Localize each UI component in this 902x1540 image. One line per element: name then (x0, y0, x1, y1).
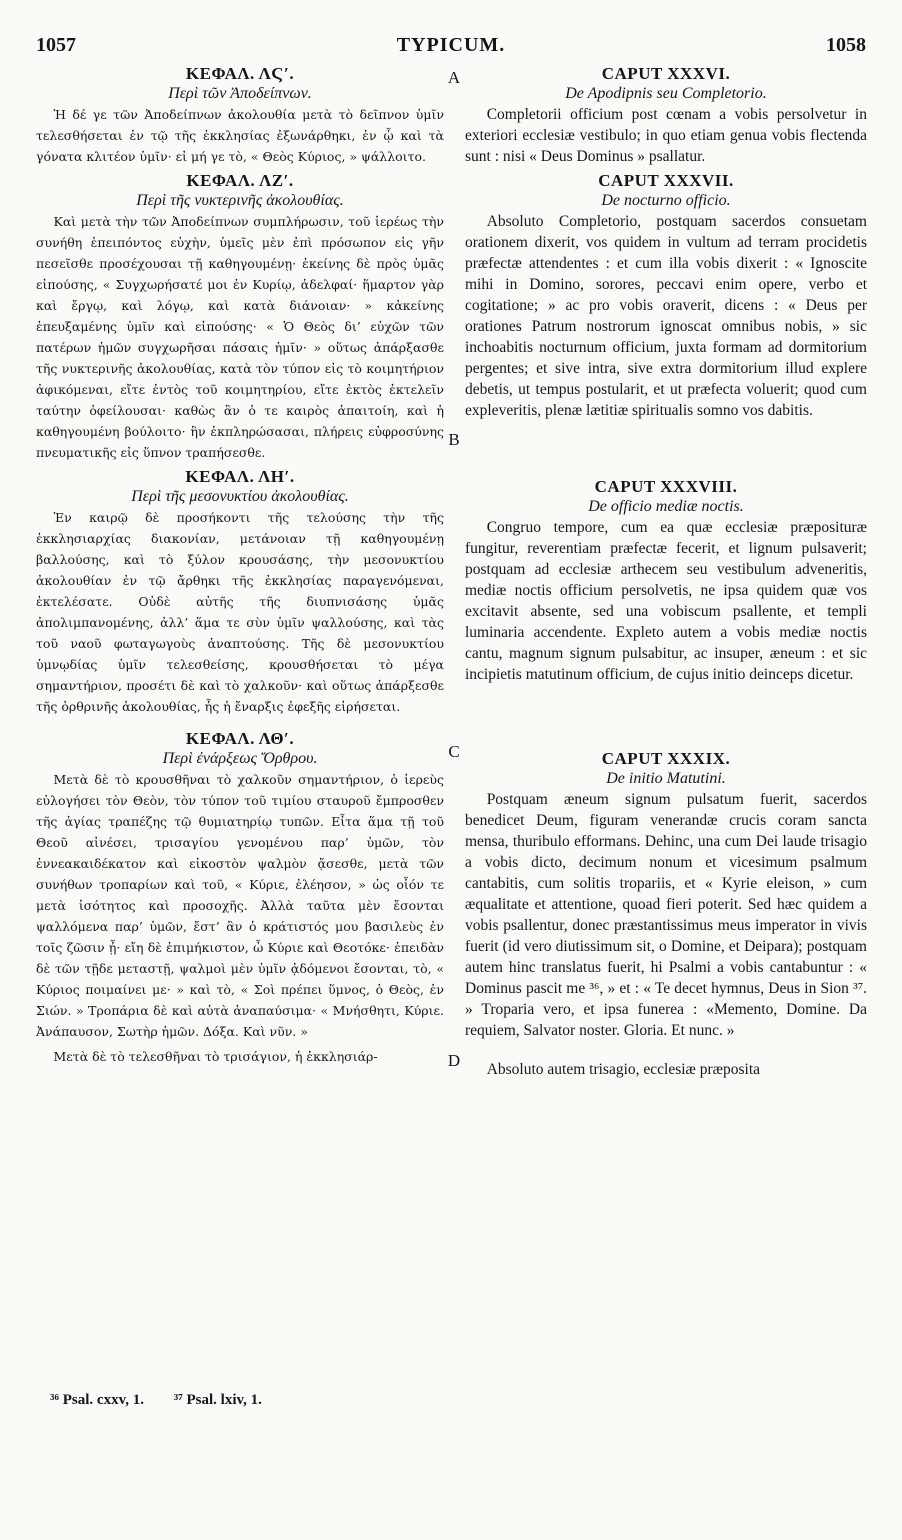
column-marker-d: D (447, 1051, 461, 1070)
latin-column (465, 64, 867, 1084)
running-title: TYPICUM. (396, 34, 506, 56)
caput-subtitle: De initio Matutini. (606, 770, 726, 787)
column-marker-a: A (447, 68, 461, 87)
running-header (36, 34, 866, 64)
caput-subtitle: De Apodipnis seu Completorio. (565, 85, 767, 102)
caput-subtitle: De officio mediæ noctis. (588, 498, 744, 515)
chapter-subtitle: Περὶ τῆς νυκτερινῆς ἀκολουθίας. (136, 192, 344, 209)
chapter-text-continued: Μετὰ δὲ τὸ τελεσθῆναι τὸ τρισάγιον, ἡ ἐκκλησιάρ- (53, 1049, 378, 1064)
caput-text: Postquam æneum signum pulsatum fuerit, sacerdos benedicet Deum, figuram venerandæ crucis coram sancta mensa, thuribulo efformans. Dehinc, una cum Dei laude trisagio a vobis dicto, decimum nonum et vicesimum psalmum cantabitis, cum solitis tropariis, et « Kyrie eleison, » cum æqualitate et attentione, quoad fieri poterit. Sed hæc quidem a vobis psallentur, donec præstantissimus meus imperator in vivis fuerit (id vero diutissimum sit, o Domine, et Deipara); postquam autem hinc translatus fuerit, hi Psalmi a vobis cantabuntur : « Dominus pascit me ³⁶, » et : « Te decet hymnus, Deus in Sion ³⁷. » Troparia vero, et ipsa funerea : «Memento, Domine. Da requiem, Salvator noster. Gloria. Et nunc. » (465, 791, 867, 1039)
chapter-subtitle: Περὶ τῆς μεσονυκτίου ἀκολουθίας. (131, 488, 349, 505)
chapter-heading: ΚΕΦΑΛ. ΛΘʹ. (185, 729, 295, 748)
footnote-36: ³⁶ Psal. cxxv, 1. (50, 1392, 144, 1408)
chapter-text: Ἡ δέ γε τῶν Ἀποδείπνων ἀκολουθία μετὰ τὸ δεῖπνον ὑμῖν τελεσθήσεται ἐν τῷ τῆς ἐκκλησίας ἐξωνάρθηκι, ἐν ᾧ καὶ τὰ γόνατα κλιτέον ὑμῖν· εἰ μή γε τὸ, « Θεὸς Κύριος, » ψάλλοιτο. (36, 107, 444, 164)
chapter-heading: ΚΕΦΑΛ. ΛΗʹ. (185, 467, 295, 486)
chapter-heading: ΚΕΦΑΛ. ΛϚʹ. (185, 64, 295, 83)
chapter-text: Μετὰ δὲ τὸ κρουσθῆναι τὸ χαλκοῦν σημαντήριον, ὁ ἱερεὺς εὐλογήσει τὸν Θεὸν, τὸν τύπον τοῦ τιμίου σταυροῦ ἔμπροσθεν τῆς ἁγίας τραπέζης τῷ θυμιατηρίῳ τυπῶν. Εἶτα ἅμα τῇ τοῦ Θεοῦ αἰνέσει, τρισαγίου γενομένου παρ’ ὑμῶν, τὸν ἐννεακαιδέκατον καὶ εἰκοστὸν ψαλμὸν ᾄσεσθε, μετὰ τῶν συνήθων τροπαρίων καὶ τοῦ, « Κύριε, ἐλέησον, » ὡς οἷόν τε μετὰ ἰσότητος καὶ προσοχῆς. Ἀλλὰ ταῦτα μὲν ἔσονται ψαλλόμενα παρ’ ὑμῶν, ἔστ’ ἂν ὁ κράτιστός μου βασιλεὺς ἐν τοῖς ζῶσιν ᾖ· εἴη δὲ ἐπιμήκιστον, ὦ Κύριε καὶ Θεοτόκε· ἐπειδὰν δὲ τῶν τῇδε μεταστῇ, ψαλμοὶ μὲν ὑμῖν ᾀδόμενοι ἔσονται, τὸ, « Κύριος ποιμαίνει με· » καὶ τὸ, « Σοὶ πρέπει ὕμνος, ὁ Θεὸς, ἐν Σιών. » Τροπάρια δὲ καὶ αὐτὰ ἀναπαύσιμα· « Μνήσθητι, Κύριε. Ἀνάπαυσον, Σωτὴρ ἡμῶν. Δόξα. Καὶ νῦν. » (36, 772, 444, 1039)
chapter-heading: ΚΕΦΑΛ. ΛΖʹ. (186, 171, 294, 190)
caput-text: Absoluto Completorio, postquam sacerdos consuetam orationem dixerit, vos quidem in vultum ad terram procidetis præfectæ attendentes : et cum illa vobis dixerit : « Ignoscite mihi in Domino, sorores, peccavi enim opere, verbo et cogitatione; » ac pro vobis oraverit, dicens : « Deus per orationes Patrum nostrorum ignoscat omnibus nobis, » sic inchoabitis nocturnum officium, juxta formam ad dormitorium pergentes; et sive intra, sive extra dormitorium illud explere debetis, ut tempus postularit, et ut præfecta voluerit; quod cum expleveritis, plenæ lætitiæ spiritualis somno vos dabitis. (465, 213, 867, 419)
chapter-text: Ἐν καιρῷ δὲ προσήκοντι τῆς τελούσης τὴν τῆς ἐκκλησιαρχίας διακονίαν, μετάνοιαν τῇ καθηγουμένῃ βαλλούσης, καὶ τὸ ξύλον κρουσάσης, τὴν μεσονυκτίου ἀκολουθίαν ἐν τῷ ἄρθηκι τῆς ἐκκλησίας παραγενόμεναι, ἐκτελέσατε. Οὐδὲ αὐτῆς τῆς διυπνισάσης ὑμᾶς ἀπολιμπανομένης, ἀλλ’ ἅμα τε σὺν ὑμῖν ψαλλούσης, καὶ τὰς τοῦ ναοῦ φωταγωγοὺς ἀναπτούσης. Τῆς δὲ μεσονυκτίου ὑμνῳδίας ὑμῖν τελεσθείσης, κρουσθήσεται τὸ μέγα σημαντήριον, προσέτι δὲ καὶ τὸ χαλκοῦν· καὶ οὕτως ἀπάρξεσθε τῆς ὀρθρινῆς ἀκολουθίας, ἧς ἡ ἔναρξις ἐφεξῆς εἰρήσεται. (36, 510, 444, 714)
caput-text: Completorii officium post cœnam a vobis persolvetur in exteriori ecclesiæ vestibulo; in quo etiam genua vobis flectenda sunt : nisi « Deus Dominus » psallatur. (465, 106, 867, 165)
page-number-left: 1057 (36, 34, 76, 56)
column-marker-b: B (448, 430, 460, 449)
greek-column (36, 64, 444, 1071)
caput-text-continued: Absoluto autem trisagio, ecclesiæ præposita (486, 1061, 761, 1078)
column-marker-c: C (448, 742, 460, 761)
caput-heading: CAPUT XXXIX. (601, 749, 731, 768)
caput-subtitle: De nocturno officio. (601, 192, 731, 209)
page-number-right: 1058 (826, 34, 866, 56)
chapter-subtitle: Περὶ τῶν Ἀποδείπνων. (168, 85, 312, 102)
footnotes (50, 1392, 288, 1409)
caput-heading: CAPUT XXXVI. (601, 64, 731, 83)
chapter-text: Καὶ μετὰ τὴν τῶν Ἀποδείπνων συμπλήρωσιν, τοῦ ἱερέως τὴν συνήθη ἐπειπόντος εὐχὴν, ὑμεῖς μὲν ἐπὶ πρόσωπον εἰς γῆν πεσεῖσθε προσέχουσαι τῇ καθηγουμένῃ· ἐκείνης δὲ πρὸς ὑμᾶς εἰπούσης, « Συγχωρήσατέ μοι ἐν Κυρίῳ, ἀδελφαί· ἥμαρτον γὰρ καὶ ἔργῳ, καὶ λόγῳ, καὶ κατὰ διάνοιαν· » κἀκείνης ἐπευξαμένης ὑμῖν καὶ εἰπούσης· « Ὁ Θεὸς δι’ εὐχῶν τῶν πατέρων ἡμῶν συγχωρῆσαι πάσαις ἡμῖν· » οὕτως ἀπάρξασθε τῆς νυκτερινῆς ἀκολουθίας, κατὰ τὸν τύπον εἰς τὸ κοιμητήριον ἀφικόμεναι, εἴτε ἐντὸς τοῦ κοιμητηρίου, εἴτε ἐκτὸς ἐκτελεῖν ταύτην ὀφείλουσαι· καθὼς ἂν ὁ τε καιρὸς ἀπαιτοίη, καὶ ἡ καθηγουμένη βούλοιτο· ἣν ἐκπληρώσασαι, πλήρεις εὐφροσύνης πνευματικῆς εἰς ὕπνον τραπήσεσθε. (36, 214, 444, 460)
caput-text: Congruo tempore, cum ea quæ ecclesiæ præposituræ fungitur, reverentiam præfectæ fecerit, et lignum pulsaverit; postquam ad ecclesiæ arthecem seu vestibulum adveneritis, mediæ noctis officium persolvetis, ne ipsa quidem quæ vos excitavit absente, sed una vobiscum psallente, et templi luminaria accendente. Expleto autem a vobis mediæ noctis cantu, magnum signum pulsabitur, ac insuper, æneum : et sic incipietis matutinum officium, de cujus initio deinceps dicetur. (465, 519, 867, 683)
caput-heading: CAPUT XXXVIII. (594, 477, 738, 496)
chapter-subtitle: Περὶ ἐνάρξεως Ὄρθρου. (162, 750, 318, 767)
footnote-37: ³⁷ Psal. lxiv, 1. (173, 1392, 262, 1408)
caput-heading: CAPUT XXXVII. (598, 171, 734, 190)
